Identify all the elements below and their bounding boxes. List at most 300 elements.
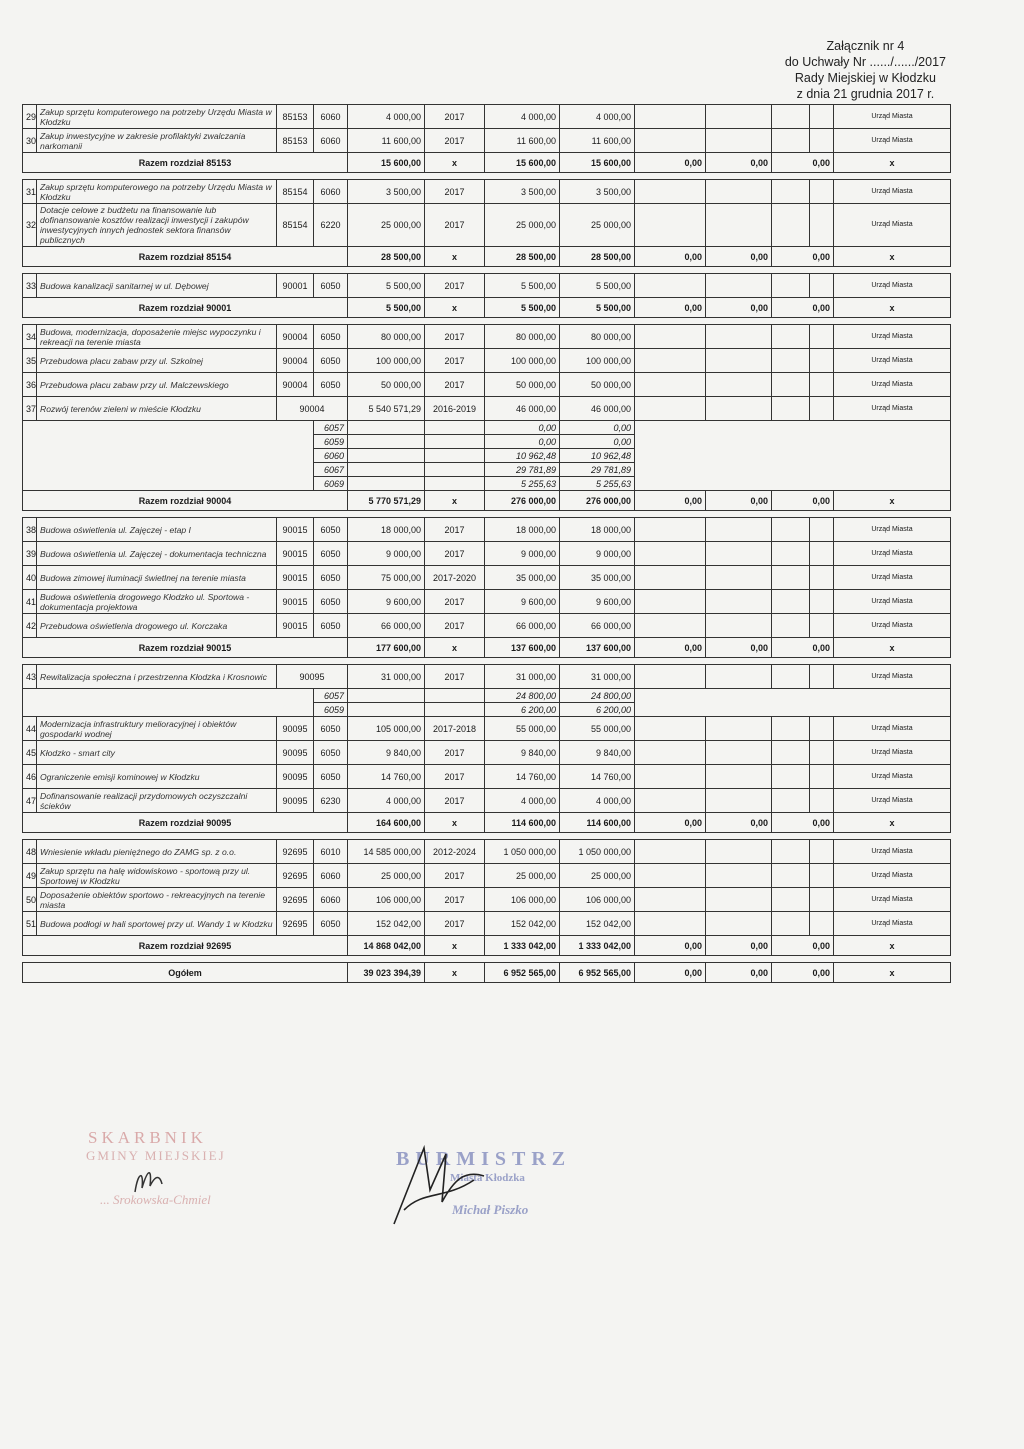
empty-cell: [706, 864, 772, 888]
subtotal-label: Razem rozdział 85154: [23, 247, 348, 267]
empty-cell: [772, 180, 810, 204]
empty-cell: [706, 912, 772, 936]
empty-cell: [635, 449, 951, 463]
other-funds-a: 0,00: [635, 491, 706, 511]
planned-2017: 9 840,00: [485, 741, 560, 765]
own-income: 18 000,00: [560, 518, 635, 542]
total-cost: 18 000,00: [348, 518, 425, 542]
investment-row: [23, 349, 951, 373]
task-name: Budowa podłogi w hali sportowej przy ul. Wandy 1 w Kłodzku: [37, 912, 277, 936]
task-name: Doposażenie obiektów sportowo - rekreacyjnych na terenie miasta: [37, 888, 277, 912]
division-code: 90001: [277, 274, 314, 298]
empty-cell: [348, 689, 425, 703]
subtotal-label: Razem rozdział 90015: [23, 638, 348, 658]
planned-2017: 5 500,00: [485, 274, 560, 298]
planned-2017: 18 000,00: [485, 518, 560, 542]
own-income: 3 500,00: [560, 180, 635, 204]
empty-cell: [425, 449, 485, 463]
own-income: 35 000,00: [560, 566, 635, 590]
executing-unit: x: [834, 491, 951, 511]
row-number: 31: [23, 180, 37, 204]
resolution-date: z dnia 21 grudnia 2017 r.: [796, 87, 935, 101]
row-number: 50: [23, 888, 37, 912]
row-number: 51: [23, 912, 37, 936]
total-cost: 14 585 000,00: [348, 840, 425, 864]
row-number: 46: [23, 765, 37, 789]
empty-cell: [706, 741, 772, 765]
executing-unit: x: [834, 298, 951, 318]
executing-unit: x: [834, 813, 951, 833]
total-cost: 39 023 394,39: [348, 963, 425, 983]
empty-cell: [706, 373, 772, 397]
division-code: 90004: [277, 349, 314, 373]
planned-2017: 25 000,00: [485, 204, 560, 247]
task-name: Zakup inwestycyjne w zakresie profilaktyki zwalczania narkomanii: [37, 129, 277, 153]
investment-table: [22, 104, 951, 983]
empty-cell: [635, 204, 706, 247]
years-range: x: [425, 247, 485, 267]
row-number: 34: [23, 325, 37, 349]
empty-cell: [635, 840, 706, 864]
own-income: 15 600,00: [560, 153, 635, 173]
empty-cell: [810, 614, 834, 638]
planned-2017: 31 000,00: [485, 665, 560, 689]
executing-unit: Urząd Miasta: [834, 590, 951, 614]
empty-cell: [810, 590, 834, 614]
subtotal-row: [23, 298, 951, 318]
other-funds-a: 0,00: [635, 298, 706, 318]
empty-cell: [772, 741, 810, 765]
paragraph-code: 6050: [314, 518, 348, 542]
own-income: 5 255,63: [560, 477, 635, 491]
own-income: 66 000,00: [560, 614, 635, 638]
empty-cell: [772, 129, 810, 153]
executing-unit: x: [834, 936, 951, 956]
investment-row: [23, 614, 951, 638]
paragraph-code: 6050: [314, 274, 348, 298]
years-range: 2017: [425, 912, 485, 936]
empty-cell: [635, 421, 951, 435]
other-funds-b: 0,00: [706, 936, 772, 956]
executing-unit: Urząd Miasta: [834, 542, 951, 566]
years-range: 2017: [425, 349, 485, 373]
total-cost: 5 500,00: [348, 298, 425, 318]
empty-cell: [810, 129, 834, 153]
spacer-cell: [23, 833, 951, 840]
empty-cell: [706, 590, 772, 614]
row-number: 43: [23, 665, 37, 689]
empty-cell: [772, 665, 810, 689]
subtotal-row: [23, 936, 951, 956]
task-name: Rewitalizacja społeczna i przestrzenna Kłodzka i Krosnowic: [37, 665, 277, 689]
empty-cell: [706, 665, 772, 689]
planned-2017: 137 600,00: [485, 638, 560, 658]
other-funds-c: 0,00: [772, 936, 834, 956]
planned-2017: 0,00: [485, 421, 560, 435]
planned-2017: 29 781,89: [485, 463, 560, 477]
total-cost: 9 000,00: [348, 542, 425, 566]
own-income: 9 600,00: [560, 590, 635, 614]
planned-2017: 28 500,00: [485, 247, 560, 267]
division-code: 92695: [277, 912, 314, 936]
other-funds-b: 0,00: [706, 153, 772, 173]
own-income: 31 000,00: [560, 665, 635, 689]
own-income: 152 042,00: [560, 912, 635, 936]
empty-cell: [810, 912, 834, 936]
planned-2017: 25 000,00: [485, 864, 560, 888]
paragraph-code: 6067: [314, 463, 348, 477]
investment-row: [23, 325, 951, 349]
other-funds-b: 0,00: [706, 963, 772, 983]
paragraph-code: 6050: [314, 614, 348, 638]
planned-2017: 46 000,00: [485, 397, 560, 421]
investment-row: [23, 180, 951, 204]
investment-row: [23, 105, 951, 129]
years-range: 2016-2019: [425, 397, 485, 421]
division-code: 92695: [277, 888, 314, 912]
investment-row: [23, 717, 951, 741]
other-funds-c: 0,00: [772, 491, 834, 511]
empty-cell: [706, 325, 772, 349]
empty-cell: [635, 542, 706, 566]
investment-row: [23, 542, 951, 566]
own-income: 25 000,00: [560, 204, 635, 247]
row-number: 45: [23, 741, 37, 765]
row-number: 47: [23, 789, 37, 813]
row-number: 30: [23, 129, 37, 153]
total-cost: 9 600,00: [348, 590, 425, 614]
spacer-cell: [23, 511, 951, 518]
empty-cell: [772, 840, 810, 864]
empty-cell: [706, 129, 772, 153]
spacer-cell: [23, 267, 951, 274]
task-name: Budowa zimowej iluminacji świetlnej na terenie miasta: [37, 566, 277, 590]
other-funds-a: 0,00: [635, 963, 706, 983]
paragraph-code: 6050: [314, 590, 348, 614]
own-income: 0,00: [560, 421, 635, 435]
empty-cell: [706, 840, 772, 864]
total-cost: 105 000,00: [348, 717, 425, 741]
row-number: 42: [23, 614, 37, 638]
attachment-header: [785, 38, 946, 102]
subtotal-label: Razem rozdział 90095: [23, 813, 348, 833]
total-cost: 80 000,00: [348, 325, 425, 349]
paragraph-code: 6060: [314, 449, 348, 463]
total-cost: 177 600,00: [348, 638, 425, 658]
subtotal-label: Razem rozdział 92695: [23, 936, 348, 956]
task-name: Budowa oświetlenia drogowego Kłodzko ul. Sportowa - dokumentacja projektowa: [37, 590, 277, 614]
task-name: Zakup sprzętu komputerowego na potrzeby Urzędu Miasta w Kłodzku: [37, 105, 277, 129]
subtotal-label: Razem rozdział 85153: [23, 153, 348, 173]
empty-cell: [23, 435, 314, 449]
planned-2017: 10 962,48: [485, 449, 560, 463]
spacer-row: [23, 318, 951, 325]
empty-cell: [635, 703, 951, 717]
spacer-cell: [23, 956, 951, 963]
investment-row: [23, 518, 951, 542]
division-code: 90015: [277, 566, 314, 590]
task-name: Przebudowa placu zabaw przy ul. Malczewskiego: [37, 373, 277, 397]
division-code: 85154: [277, 204, 314, 247]
investment-row: [23, 864, 951, 888]
years-range: x: [425, 153, 485, 173]
paragraph-code: 6050: [314, 912, 348, 936]
years-range: 2017: [425, 274, 485, 298]
empty-cell: [706, 542, 772, 566]
executing-unit: Urząd Miasta: [834, 204, 951, 247]
empty-cell: [635, 435, 951, 449]
years-range: 2017: [425, 789, 485, 813]
own-income: 114 600,00: [560, 813, 635, 833]
executing-unit: Urząd Miasta: [834, 789, 951, 813]
division-code: 92695: [277, 864, 314, 888]
division-code: 90095: [277, 765, 314, 789]
own-income: 6 952 565,00: [560, 963, 635, 983]
task-name: Budowa oświetlenia ul. Zajęczej - etap I: [37, 518, 277, 542]
planned-2017: 6 200,00: [485, 703, 560, 717]
executing-unit: Urząd Miasta: [834, 397, 951, 421]
paragraph-code: 6050: [314, 325, 348, 349]
division-code: 85153: [277, 105, 314, 129]
empty-cell: [635, 566, 706, 590]
task-name: Rozwój terenów zieleni w mieście Kłodzku: [37, 397, 277, 421]
investment-row: [23, 566, 951, 590]
planned-2017: 4 000,00: [485, 105, 560, 129]
own-income: 11 600,00: [560, 129, 635, 153]
planned-2017: 35 000,00: [485, 566, 560, 590]
empty-cell: [425, 435, 485, 449]
other-funds-c: 0,00: [772, 813, 834, 833]
years-range: 2017: [425, 614, 485, 638]
planned-2017: 114 600,00: [485, 813, 560, 833]
paragraph-code: 6060: [314, 180, 348, 204]
task-name: Zakup sprzętu na halę widowiskowo - sportową przy ul. Sportowej w Kłodzku: [37, 864, 277, 888]
planned-2017: 50 000,00: [485, 373, 560, 397]
executing-unit: Urząd Miasta: [834, 888, 951, 912]
empty-cell: [635, 590, 706, 614]
empty-cell: [810, 765, 834, 789]
empty-cell: [810, 204, 834, 247]
empty-cell: [706, 180, 772, 204]
paragraph-code: 6050: [314, 373, 348, 397]
years-range: 2017: [425, 129, 485, 153]
subtotal-row: [23, 247, 951, 267]
own-income: 106 000,00: [560, 888, 635, 912]
empty-cell: [635, 864, 706, 888]
row-number: 39: [23, 542, 37, 566]
empty-cell: [635, 689, 951, 703]
own-income: 1 050 000,00: [560, 840, 635, 864]
investment-row: [23, 912, 951, 936]
spacer-row: [23, 267, 951, 274]
own-income: 6 200,00: [560, 703, 635, 717]
empty-cell: [772, 590, 810, 614]
empty-cell: [706, 789, 772, 813]
empty-cell: [706, 274, 772, 298]
years-range: 2017: [425, 373, 485, 397]
paragraph-code: 6060: [314, 888, 348, 912]
paragraph-breakdown-row: [23, 421, 951, 435]
other-funds-a: 0,00: [635, 936, 706, 956]
empty-cell: [706, 566, 772, 590]
paragraph-code: 6057: [314, 421, 348, 435]
division-code: 90015: [277, 518, 314, 542]
executing-unit: Urząd Miasta: [834, 741, 951, 765]
task-name: Budowa oświetlenia ul. Zajęczej - dokumentacja techniczna: [37, 542, 277, 566]
council-name: Rady Miejskiej w Kłodzku: [794, 71, 936, 85]
division-code: 90004: [277, 397, 348, 421]
empty-cell: [348, 421, 425, 435]
own-income: 29 781,89: [560, 463, 635, 477]
executing-unit: Urząd Miasta: [834, 864, 951, 888]
row-number: 49: [23, 864, 37, 888]
planned-2017: 14 760,00: [485, 765, 560, 789]
planned-2017: 11 600,00: [485, 129, 560, 153]
other-funds-b: 0,00: [706, 638, 772, 658]
total-cost: 9 840,00: [348, 741, 425, 765]
empty-cell: [810, 373, 834, 397]
row-number: 29: [23, 105, 37, 129]
years-range: 2017: [425, 180, 485, 204]
empty-cell: [348, 703, 425, 717]
empty-cell: [772, 765, 810, 789]
executing-unit: Urząd Miasta: [834, 912, 951, 936]
treasurer-stamp-name: ... Srokowska-Chmiel: [100, 1192, 211, 1207]
years-range: 2017: [425, 765, 485, 789]
executing-unit: Urząd Miasta: [834, 518, 951, 542]
executing-unit: Urząd Miasta: [834, 765, 951, 789]
planned-2017: 5 500,00: [485, 298, 560, 318]
total-cost: 14 868 042,00: [348, 936, 425, 956]
planned-2017: 15 600,00: [485, 153, 560, 173]
empty-cell: [772, 349, 810, 373]
empty-cell: [635, 789, 706, 813]
executing-unit: Urząd Miasta: [834, 717, 951, 741]
executing-unit: Urząd Miasta: [834, 325, 951, 349]
investment-row: [23, 888, 951, 912]
total-cost: 50 000,00: [348, 373, 425, 397]
empty-cell: [635, 912, 706, 936]
years-range: x: [425, 963, 485, 983]
paragraph-code: 6010: [314, 840, 348, 864]
paragraph-breakdown-row: [23, 703, 951, 717]
empty-cell: [810, 864, 834, 888]
task-name: Przebudowa placu zabaw przy ul. Szkolnej: [37, 349, 277, 373]
paragraph-code: 6220: [314, 204, 348, 247]
empty-cell: [810, 888, 834, 912]
executing-unit: Urząd Miasta: [834, 129, 951, 153]
empty-cell: [23, 703, 314, 717]
empty-cell: [635, 349, 706, 373]
executing-unit: Urząd Miasta: [834, 665, 951, 689]
empty-cell: [635, 373, 706, 397]
division-code: 92695: [277, 840, 314, 864]
empty-cell: [810, 717, 834, 741]
mayor-stamp-title: BURMISTRZ: [396, 1148, 572, 1170]
mayor-stamp-name: Michał Piszko: [452, 1202, 529, 1217]
row-number: 41: [23, 590, 37, 614]
empty-cell: [425, 703, 485, 717]
row-number: 37: [23, 397, 37, 421]
investment-row: [23, 741, 951, 765]
empty-cell: [23, 449, 314, 463]
other-funds-c: 0,00: [772, 298, 834, 318]
paragraph-code: 6069: [314, 477, 348, 491]
treasurer-signature: [130, 1162, 170, 1202]
subtotal-row: [23, 491, 951, 511]
executing-unit: x: [834, 247, 951, 267]
years-range: x: [425, 491, 485, 511]
other-funds-a: 0,00: [635, 638, 706, 658]
empty-cell: [772, 717, 810, 741]
empty-cell: [772, 566, 810, 590]
paragraph-breakdown-row: [23, 449, 951, 463]
empty-cell: [635, 614, 706, 638]
years-range: 2012-2024: [425, 840, 485, 864]
paragraph-code: 6050: [314, 542, 348, 566]
years-range: 2017: [425, 864, 485, 888]
row-number: 48: [23, 840, 37, 864]
empty-cell: [706, 888, 772, 912]
investment-row: [23, 397, 951, 421]
planned-2017: 5 255,63: [485, 477, 560, 491]
empty-cell: [706, 717, 772, 741]
empty-cell: [772, 105, 810, 129]
spacer-row: [23, 833, 951, 840]
spacer-row: [23, 173, 951, 180]
years-range: x: [425, 638, 485, 658]
total-cost: 106 000,00: [348, 888, 425, 912]
total-cost: 5 500,00: [348, 274, 425, 298]
total-cost: 3 500,00: [348, 180, 425, 204]
empty-cell: [810, 397, 834, 421]
row-number: 33: [23, 274, 37, 298]
paragraph-code: 6060: [314, 105, 348, 129]
empty-cell: [23, 477, 314, 491]
task-name: Budowa kanalizacji sanitarnej w ul. Dębowej: [37, 274, 277, 298]
empty-cell: [706, 765, 772, 789]
other-funds-a: 0,00: [635, 247, 706, 267]
empty-cell: [810, 349, 834, 373]
own-income: 46 000,00: [560, 397, 635, 421]
empty-cell: [772, 888, 810, 912]
planned-2017: 152 042,00: [485, 912, 560, 936]
paragraph-breakdown-row: [23, 463, 951, 477]
empty-cell: [23, 421, 314, 435]
empty-cell: [772, 373, 810, 397]
empty-cell: [635, 717, 706, 741]
executing-unit: Urząd Miasta: [834, 349, 951, 373]
total-cost: 152 042,00: [348, 912, 425, 936]
executing-unit: Urząd Miasta: [834, 105, 951, 129]
division-code: 90095: [277, 741, 314, 765]
task-name: Dofinansowanie realizacji przydomowych oczyszczalni ścieków: [37, 789, 277, 813]
empty-cell: [772, 325, 810, 349]
mayor-signature: [384, 1140, 524, 1230]
investment-row: [23, 590, 951, 614]
own-income: 9 840,00: [560, 741, 635, 765]
empty-cell: [810, 840, 834, 864]
own-income: 4 000,00: [560, 789, 635, 813]
executing-unit: x: [834, 153, 951, 173]
division-code: 90004: [277, 325, 314, 349]
investment-row: [23, 204, 951, 247]
total-cost: 164 600,00: [348, 813, 425, 833]
empty-cell: [810, 542, 834, 566]
row-number: 35: [23, 349, 37, 373]
paragraph-code: 6050: [314, 349, 348, 373]
years-range: x: [425, 813, 485, 833]
